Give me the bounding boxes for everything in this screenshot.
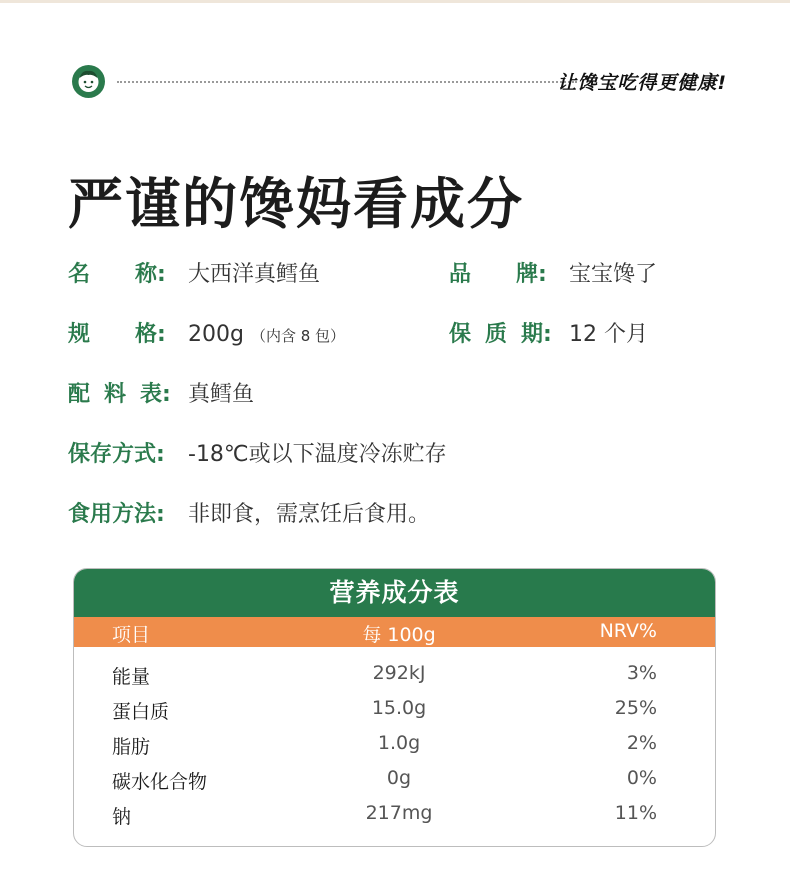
slogan: 让馋宝吃得更健康!	[557, 72, 727, 94]
nutrient-amount: 292kJ	[372, 662, 426, 684]
info-ingredients-value: 真鳕鱼	[188, 382, 255, 407]
header-item: 项目	[112, 624, 151, 646]
info-usage-label: 食用方法:	[68, 502, 165, 527]
table-row	[74, 729, 715, 759]
nutrient-nrv: 25%	[614, 697, 657, 719]
table-row	[74, 799, 715, 829]
info-usage-value: 非即食，需烹饪后食用。	[188, 502, 431, 527]
info-spec-label: 规 格:	[68, 322, 166, 347]
info-brand-label: 品 牌:	[449, 262, 547, 287]
info-brand	[449, 260, 657, 290]
nutrient-amount: 15.0g	[371, 697, 427, 719]
table-row	[74, 659, 715, 689]
info-shelf-life-label: 保 质 期:	[449, 322, 552, 347]
baby-face-logo-icon	[72, 65, 105, 98]
info-shelf-life	[449, 320, 648, 350]
top-divider	[0, 0, 790, 3]
info-spec-value: 200g （内含 8 包）	[188, 322, 346, 347]
nutrient-amount: 217mg	[365, 802, 433, 824]
info-usage	[68, 500, 430, 530]
info-ingredients-label: 配 料 表:	[68, 382, 171, 407]
nutrient-nrv: 11%	[614, 802, 657, 824]
nutrient-nrv: 2%	[626, 732, 657, 754]
nutrition-header-row	[74, 617, 715, 647]
nutrient-name: 蛋白质	[112, 701, 170, 723]
nutrient-name: 钠	[112, 806, 132, 828]
header-per-100g: 每 100g	[362, 624, 436, 646]
nutrition-title: 营养成分表	[74, 569, 715, 617]
page-title: 严谨的馋妈看成分	[68, 172, 525, 236]
dotted-divider	[117, 81, 577, 83]
nutrient-nrv: 0%	[626, 767, 657, 789]
nutrient-amount: 1.0g	[377, 732, 421, 754]
table-row	[74, 764, 715, 794]
info-spec	[68, 320, 345, 351]
nutrition-table	[73, 568, 716, 847]
info-storage-label: 保存方式:	[68, 442, 165, 467]
info-ingredients	[68, 380, 254, 410]
info-brand-value: 宝宝馋了	[569, 262, 658, 287]
info-name-value: 大西洋真鳕鱼	[188, 262, 321, 287]
page-header	[72, 62, 727, 102]
info-shelf-life-value: 12 个月	[569, 322, 648, 347]
nutrient-name: 能量	[112, 666, 151, 688]
nutrient-amount: 0g	[386, 767, 412, 789]
info-spec-note: （内含 8 包）	[250, 327, 346, 345]
info-name-label: 名 称:	[68, 262, 166, 287]
nutrient-name: 碳水化合物	[112, 771, 208, 793]
info-name	[68, 260, 320, 290]
info-storage	[68, 440, 447, 470]
table-row	[74, 694, 715, 724]
info-storage-value: -18℃或以下温度冷冻贮存	[188, 442, 447, 467]
nutrient-nrv: 3%	[626, 662, 657, 684]
nutrient-name: 脂肪	[112, 736, 151, 758]
header-nrv: NRV%	[599, 620, 657, 642]
